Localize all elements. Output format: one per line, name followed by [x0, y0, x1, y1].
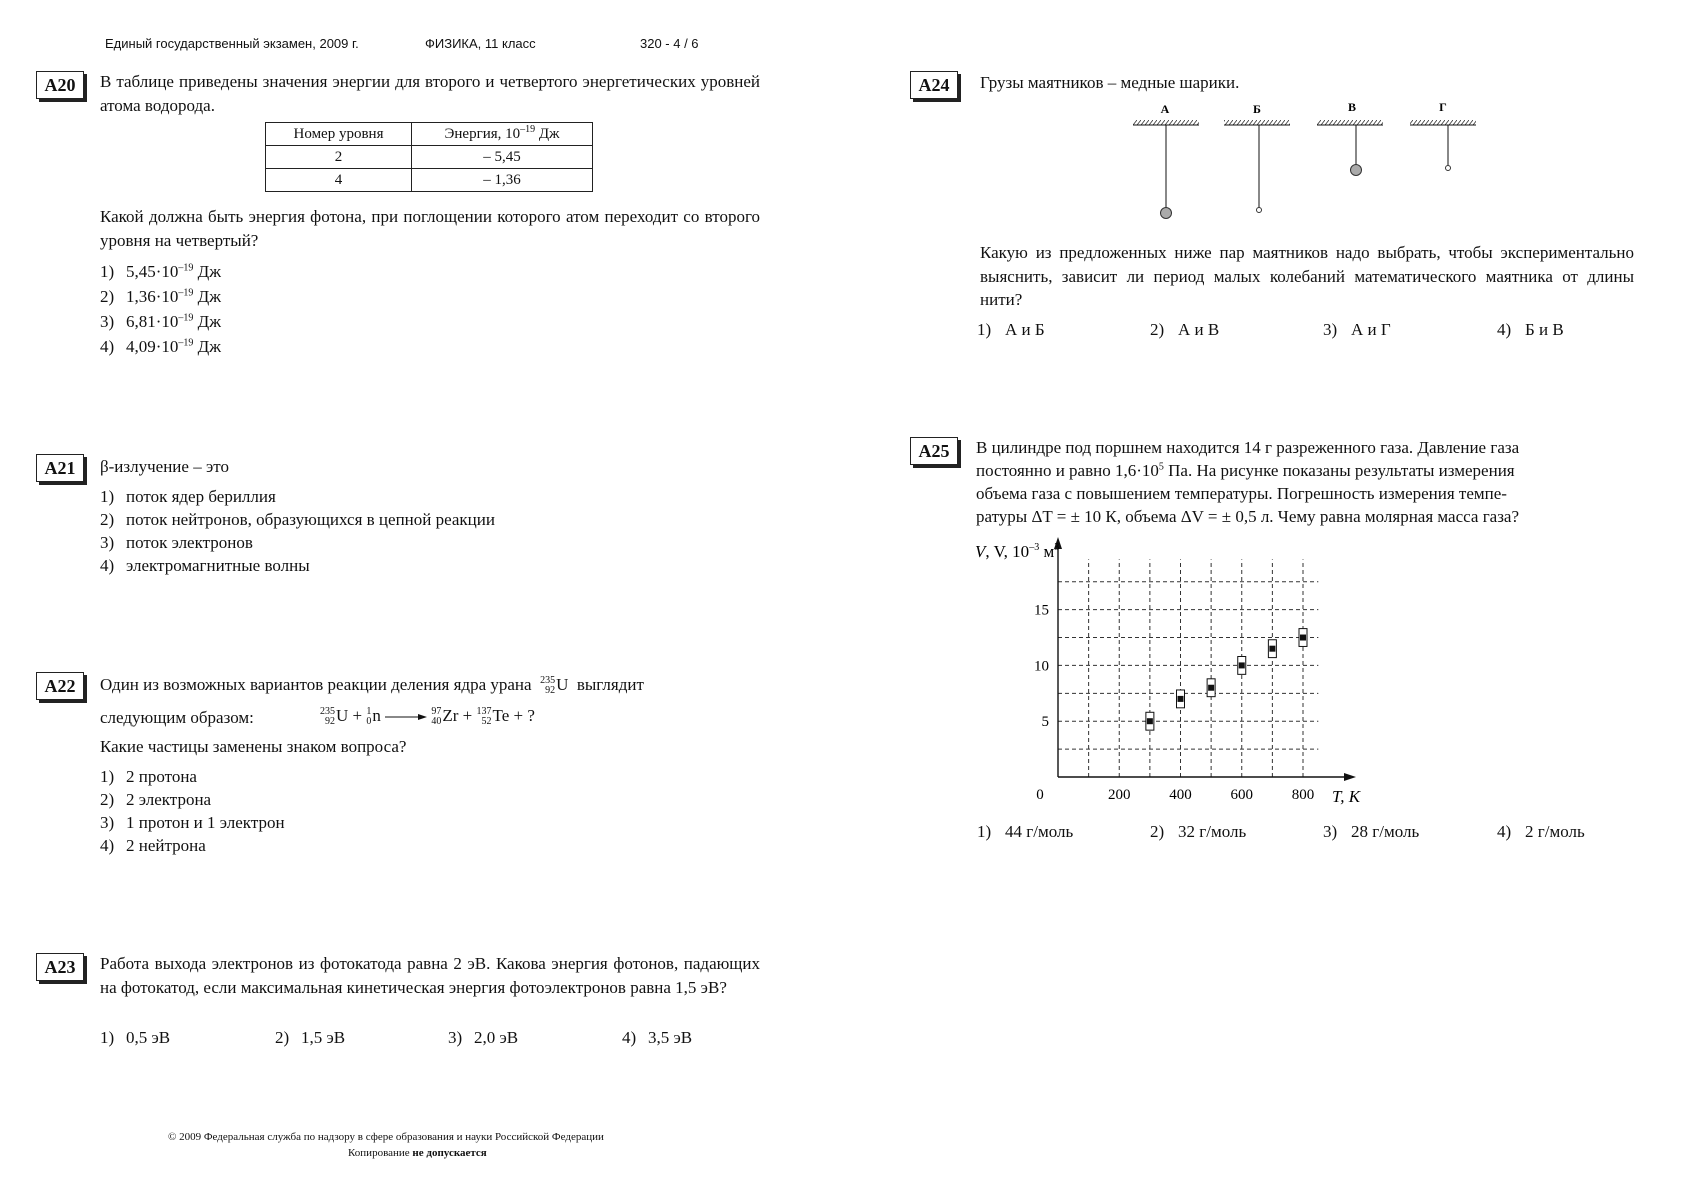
pendulums-figure — [1125, 95, 1485, 230]
y-tick-label: 15 — [1034, 602, 1049, 619]
x-tick-label: 0 — [1036, 787, 1044, 803]
a24-text: Грузы маятников – медные шарики. — [980, 73, 1240, 92]
a25-text-line-1: В цилиндре под поршнем находится 14 г разреженного газа. Давление газа — [976, 438, 1520, 457]
x-tick-label: 600 — [1230, 787, 1253, 803]
a22-option-1[interactable]: 1) 2 протона — [100, 767, 197, 786]
x-tick-label: 800 — [1291, 787, 1315, 803]
data-point — [1208, 685, 1214, 691]
volume-temperature-chart — [970, 530, 1370, 810]
pendulum-label-a: А — [1160, 102, 1170, 116]
table-row: 2 – 5,45 — [266, 146, 593, 169]
energy-table — [265, 122, 593, 192]
data-point — [1239, 662, 1245, 668]
pendulum-label-v: В — [1347, 100, 1357, 114]
a20-option-1[interactable]: 1) $5,45\cdot 10^{-19}$ Дж — [100, 262, 222, 281]
a25-option-3[interactable]: 3) 28 г/моль — [1323, 822, 1420, 841]
pendulum-ball-a — [1161, 208, 1172, 219]
a23-option-1[interactable]: 1) 0,5 эВ — [100, 1028, 171, 1047]
a24-option-3[interactable]: 3) А и Г — [1323, 320, 1391, 339]
task-tag-a20: А20 — [36, 71, 84, 99]
a20-text: В таблице приведены значения энергии для второго и четвертого энергетических уровней атома водорода. — [100, 72, 760, 115]
a25-option-1[interactable]: 1) 44 г/моль — [977, 822, 1074, 841]
a23-text: Работа выхода электронов из фотокатода равна 2 эВ. Какова энергия фотонов, падающих на фотокатод, если максимальная кинетическая энергия фотоэлектронов равна 1,5 эВ? — [100, 954, 760, 997]
uranium-isotope-inline: 235 92 — [540, 675, 556, 697]
a24-option-1[interactable]: 1) А и Б — [977, 320, 1045, 339]
footer-copy-notice: Копирование не допускается — [348, 1147, 487, 1159]
task-tag-a22: А22 — [36, 672, 84, 700]
a20-option-2[interactable]: 2) $1,36\cdot 10^{-19}$ Дж — [100, 287, 222, 306]
a23-option-3[interactable]: 3) 2,0 эВ — [448, 1028, 519, 1047]
a21-option-3[interactable]: 3) поток электронов — [100, 533, 253, 552]
a24-question: Какую из предложенных ниже пар маятников надо выбрать, чтобы экспериментально выяснить, зависит ли период малых колебаний математического маятника от длины нити? — [980, 243, 1634, 309]
a25-text-line-4: ратуры ΔT = ± 10 К, объема ΔV = ± 0,5 л. Чему равна молярная масса газа? — [976, 507, 1520, 526]
arrow-icon — [385, 712, 427, 722]
reaction-equation: 235 92 U + 1 0 n 97 40 Zr + 137 52 Te + ? — [320, 706, 535, 728]
x-axis-label: T, К — [1332, 787, 1360, 806]
x-axis-arrow-icon — [1344, 773, 1356, 781]
a20-question: Какой должна быть энергия фотона, при поглощении которого атом переходит со второго уровня на четвертый? — [100, 207, 760, 250]
a22-question: Какие частицы заменены знаком вопроса? — [100, 737, 407, 756]
table-row: 4 – 1,36 — [266, 169, 593, 192]
data-point — [1147, 718, 1153, 724]
page-number: 320 - 4 / 6 — [640, 36, 699, 51]
task-tag-a25: А25 — [910, 437, 958, 465]
a21-option-4[interactable]: 4) электромагнитные волны — [100, 556, 310, 575]
exam-title: Единый государственный экзамен, 2009 г. — [105, 36, 359, 51]
a23-option-2[interactable]: 2) 1,5 эВ — [275, 1028, 346, 1047]
pendulum-ball-v — [1351, 165, 1362, 176]
a21-option-1[interactable]: 1) поток ядер бериллия — [100, 487, 276, 506]
data-point — [1178, 696, 1184, 702]
a22-text-2: следующим образом: — [100, 708, 254, 727]
subject-title: ФИЗИКА, 11 класс — [425, 36, 536, 51]
a22-option-2[interactable]: 2) 2 электрона — [100, 790, 212, 809]
a25-option-4[interactable]: 4) 2 г/моль — [1497, 822, 1585, 841]
a21-text: β-излучение – это — [100, 457, 229, 476]
y-tick-label: 5 — [1041, 714, 1049, 731]
a24-option-2[interactable]: 2) А и В — [1150, 320, 1220, 339]
a24-option-4[interactable]: 4) Б и В — [1497, 320, 1564, 339]
a20-option-4[interactable]: 4) $4,09\cdot 10^{-19}$ Дж — [100, 337, 222, 356]
table-header-level: Номер уровня — [266, 123, 412, 146]
task-tag-a24: А24 — [910, 71, 958, 99]
pendulum-ball-b — [1257, 208, 1262, 213]
x-tick-label: 400 — [1169, 787, 1192, 803]
a20-option-3[interactable]: 3) $6,81\cdot 10^{-19}$ Дж — [100, 312, 222, 331]
a25-option-2[interactable]: 2) 32 г/моль — [1150, 822, 1247, 841]
pendulum-ball-g — [1446, 166, 1451, 171]
x-tick-label: 200 — [1108, 787, 1131, 803]
table-header-energy: Энергия, $10^{-19}$ Дж — [412, 123, 593, 146]
a22-option-3[interactable]: 3) 1 протон и 1 электрон — [100, 813, 285, 832]
data-point — [1269, 646, 1275, 652]
a25-text-line-2: постоянно и равно $1,6\cdot 10^5$ Па. На рисунке показаны результаты измерения — [976, 461, 1515, 480]
y-axis-label: V, V, $10^{-3}$ $м^3$ — [975, 542, 1060, 561]
a22-option-4[interactable]: 4) 2 нейтрона — [100, 836, 206, 855]
a21-option-2[interactable]: 2) поток нейтронов, образующихся в цепной реакции — [100, 510, 495, 529]
a25-text-line-3: объема газа с повышением температуры. Погрешность измерения темпе- — [976, 484, 1507, 503]
data-point — [1300, 635, 1306, 641]
a22-text: Один из возможных вариантов реакции деления ядра урана 235 92 U выглядит — [100, 675, 644, 697]
pendulum-label-g: Г — [1439, 100, 1447, 114]
pendulum-label-b: Б — [1253, 102, 1261, 116]
a23-option-4[interactable]: 4) 3,5 эВ — [622, 1028, 693, 1047]
task-tag-a23: А23 — [36, 953, 84, 981]
y-tick-label: 10 — [1034, 658, 1049, 675]
task-tag-a21: А21 — [36, 454, 84, 482]
footer-copyright: © 2009 Федеральная служба по надзору в сфере образования и науки Российской Федерации — [168, 1131, 604, 1143]
